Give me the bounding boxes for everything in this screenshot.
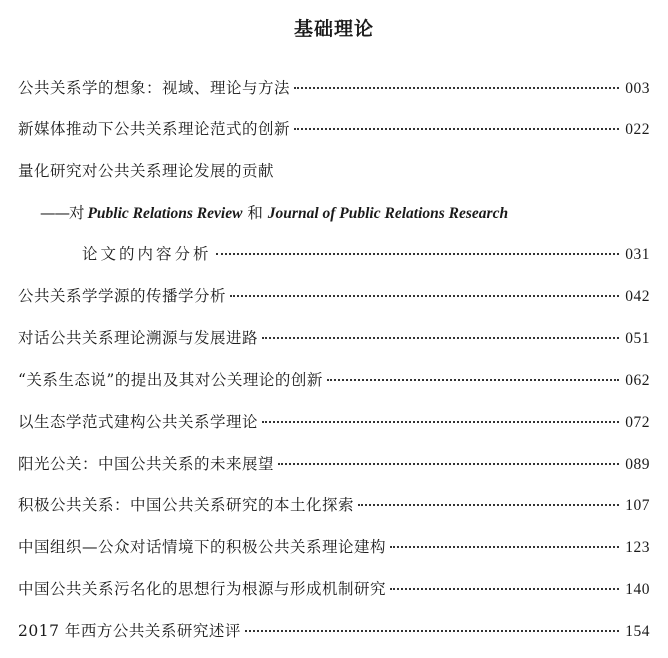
toc-entry-page: 003 <box>625 80 650 97</box>
toc-entry-page: 042 <box>625 288 650 305</box>
dot-leader <box>216 252 620 255</box>
toc-entry-title: 新媒体推动下公共关系理论范式的创新 <box>18 120 291 138</box>
toc-entry[interactable] <box>18 284 650 308</box>
toc-entry-page: 062 <box>625 372 650 389</box>
toc-entry-title: 阳光公关：中国公共关系的未来展望 <box>18 455 275 473</box>
dot-leader <box>262 336 619 339</box>
toc-entry[interactable] <box>18 535 650 559</box>
dot-leader <box>390 587 619 590</box>
subtitle-conjunction: 和 <box>242 204 268 222</box>
toc-entry[interactable] <box>18 159 650 183</box>
toc-entry-title: 中国组织—公众对话情境下的积极公共关系理论建构 <box>18 538 387 556</box>
toc-entry-title: 2017 年西方公共关系研究述评 <box>18 622 241 640</box>
toc-entry-page: 107 <box>625 497 650 514</box>
toc-entry-page: 031 <box>625 246 650 263</box>
dot-leader <box>245 629 619 632</box>
dot-leader <box>294 127 619 130</box>
journal-name: Journal of Public Relations Research <box>267 205 509 222</box>
toc-entry-title: 中国公共关系污名化的思想行为根源与形成机制研究 <box>18 580 387 598</box>
toc-entry-page: 154 <box>625 623 650 640</box>
toc-entry-title: 对话公共关系理论溯源与发展进路 <box>18 329 259 347</box>
dot-leader <box>390 545 619 548</box>
toc-entry[interactable] <box>18 410 650 434</box>
subtitle-prefix: ——对 <box>40 204 88 222</box>
toc-entry[interactable] <box>18 326 650 350</box>
toc-entry-subtitle <box>40 201 508 225</box>
toc-entry-page: 123 <box>625 539 650 556</box>
toc-entry-page: 051 <box>625 330 650 347</box>
toc-entry[interactable] <box>18 619 650 643</box>
toc-entry-page: 022 <box>625 121 650 138</box>
toc-entry[interactable] <box>18 76 650 100</box>
toc-entry-title: 积极公共关系：中国公共关系研究的本土化探索 <box>18 496 355 514</box>
toc-entry-page: 072 <box>625 414 650 431</box>
toc-entry-page: 140 <box>625 581 650 598</box>
toc-entry-continuation[interactable] <box>82 242 650 266</box>
journal-name: Public Relations Review <box>87 205 243 222</box>
toc-entry[interactable] <box>18 493 650 517</box>
toc-entry[interactable] <box>18 577 650 601</box>
toc-entry-title: 公共关系学的想象：视域、理论与方法 <box>18 79 291 97</box>
toc-entry-title: 公共关系学学源的传播学分析 <box>18 287 227 305</box>
toc-entry-page: 089 <box>625 456 650 473</box>
toc-entry[interactable] <box>18 117 650 141</box>
toc-entry-title: 论文的内容分析 <box>82 245 212 263</box>
dot-leader <box>262 420 619 423</box>
section-title: 基础理论 <box>293 18 374 40</box>
toc-entry[interactable] <box>18 452 650 476</box>
dot-leader <box>358 503 619 506</box>
dot-leader <box>294 86 619 89</box>
toc-entry[interactable] <box>18 368 650 392</box>
dot-leader <box>278 462 619 465</box>
toc-entry-title: 量化研究对公共关系理论发展的贡献 <box>18 162 275 180</box>
toc-entry-title: 以生态学范式建构公共关系学理论 <box>18 413 259 431</box>
dot-leader <box>327 378 619 381</box>
toc-entry-title: “关系生态说”的提出及其对公关理论的创新 <box>18 371 323 389</box>
dot-leader <box>230 294 619 297</box>
